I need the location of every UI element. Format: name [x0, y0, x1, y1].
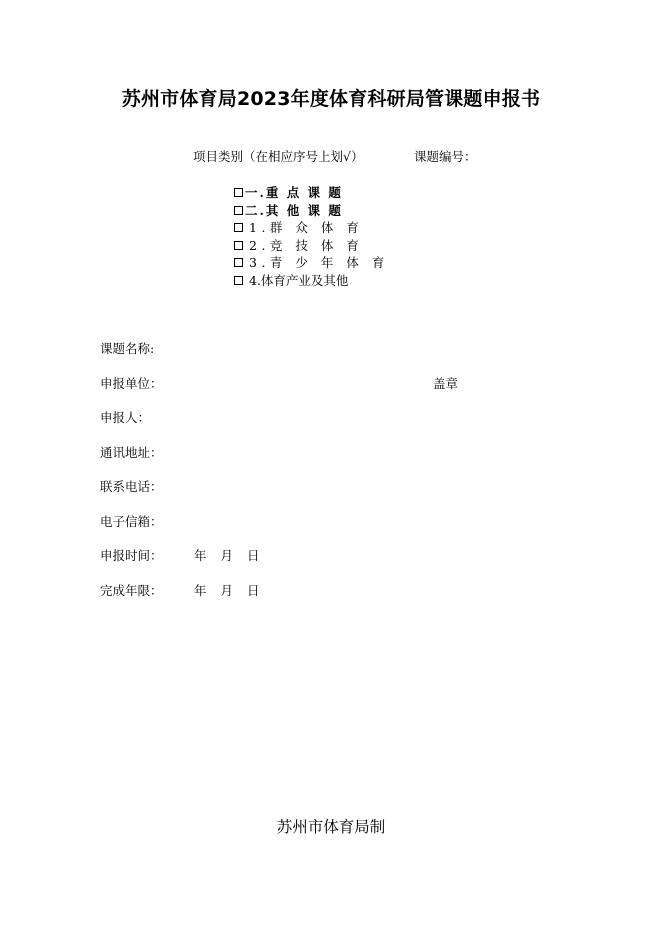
option-mass-sports [234, 219, 389, 237]
address-label: 通讯地址： [100, 444, 163, 460]
checkbox-sports-industry[interactable] [234, 276, 243, 285]
option-other-topic [234, 202, 389, 220]
field-applicant-unit [100, 375, 459, 410]
field-deadline [100, 582, 260, 617]
day-label: 日 [247, 582, 260, 598]
field-phone [100, 478, 163, 513]
checkbox-competitive-sports[interactable] [234, 241, 243, 250]
applicant-label: 申报人： [100, 410, 151, 425]
phone-label: 联系电话： [100, 479, 163, 494]
option-label: 二.其 他 课 题 [245, 202, 343, 218]
day-label: 日 [247, 548, 260, 563]
field-email [100, 513, 163, 548]
email-label: 电子信箱： [100, 513, 163, 529]
issuer-footer: 苏州市体育局制 [276, 818, 386, 836]
field-applicant [100, 409, 163, 444]
checkbox-key-topic[interactable] [234, 188, 243, 197]
field-apply-time [100, 547, 260, 582]
option-youth-sports [234, 254, 389, 272]
field-topic-name [100, 340, 163, 375]
field-address [100, 444, 163, 479]
option-key-topic [234, 184, 389, 202]
checkbox-other-topic[interactable] [234, 206, 243, 215]
month-label: 月 [220, 582, 234, 598]
checkbox-mass-sports[interactable] [234, 223, 243, 232]
checkbox-youth-sports[interactable] [234, 258, 243, 267]
month-label: 月 [220, 548, 234, 563]
option-competitive-sports [234, 237, 389, 255]
application-fields [100, 340, 459, 616]
document-title: 苏州市体育局2023年度体育科研局管课题申报书 [121, 88, 541, 110]
stamp-label: 盖章 [433, 375, 459, 391]
deadline-date [194, 582, 260, 599]
option-label: 1.群 众 体 育 [249, 220, 364, 235]
option-label: 3.青 少 年 体 育 [249, 255, 389, 270]
option-label: 4.体育产业及其他 [249, 272, 349, 288]
apply-time-label: 申报时间： [100, 548, 163, 563]
category-options [234, 184, 389, 289]
apply-time-date [194, 547, 260, 564]
topic-name-label: 课题名称: [100, 341, 155, 356]
project-category-label: 项目类别（在相应序号上划√） [193, 149, 364, 164]
project-meta-row [193, 148, 477, 166]
applicant-unit-label: 申报单位： [100, 375, 163, 391]
deadline-label: 完成年限： [100, 582, 163, 598]
year-label: 年 [194, 582, 207, 598]
option-label: 一.重 点 课 题 [245, 185, 343, 200]
year-label: 年 [194, 548, 207, 563]
project-code-label: 课题编号： [414, 149, 477, 164]
option-sports-industry [234, 272, 389, 290]
option-label: 2.竞 技 体 育 [249, 237, 364, 253]
